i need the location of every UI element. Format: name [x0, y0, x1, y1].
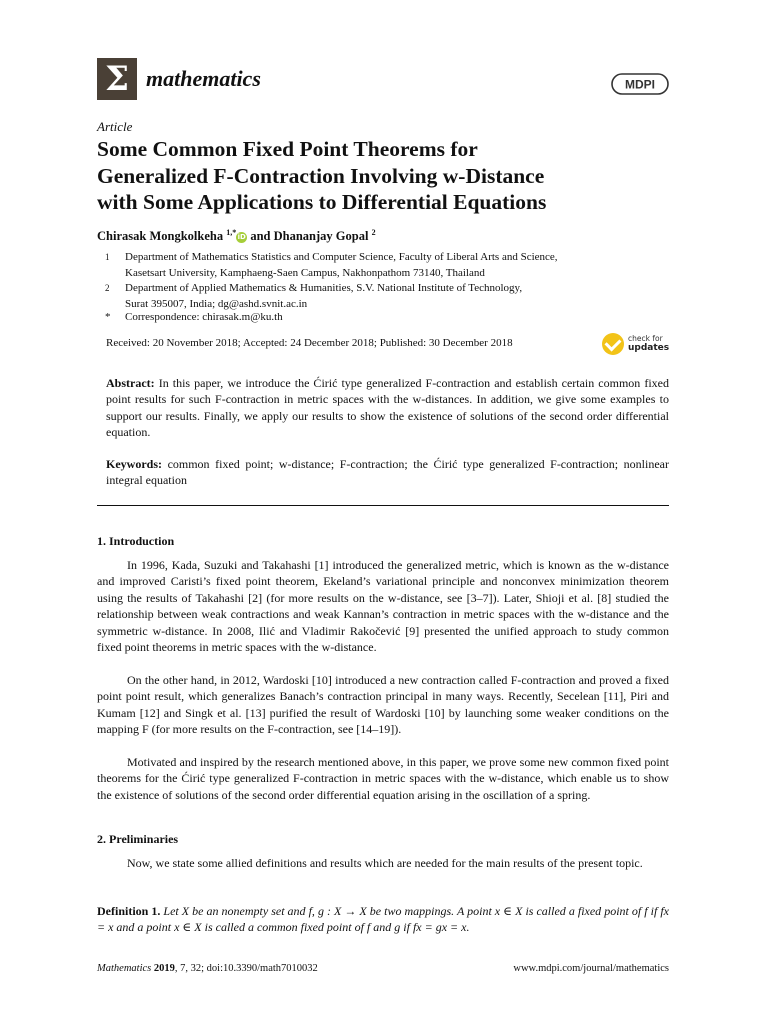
mdpi-logo: [611, 70, 669, 96]
affiliation-1: [97, 250, 677, 281]
author-1: Chirasak Mongkolkeha: [97, 229, 224, 244]
abstract-label: Abstract:: [106, 376, 155, 390]
title-line-2: Generalized F-Contraction Involving w-Distance: [97, 163, 545, 188]
abstract-text: In this paper, we introduce the Ćirić type generalized F-contraction and establish certain common fixed point results for such F-contraction in metric spaces with the w-distances. In addition, we give some examples to support our results. Finally, we apply our results to show the existence of solutions of the second order differential equation.: [106, 376, 669, 440]
affiliation-number: *: [105, 311, 111, 323]
footer-journal: Mathematics: [97, 963, 152, 974]
footer-doi[interactable]: , 7, 32; doi:10.3390/math7010032: [174, 963, 318, 974]
intro-paragraph-2: On the other hand, in 2012, Wardoski [10] introduced a new contraction called F-contraction and proved a fixed point point result, which generalizes Banach’s contraction principal in many ways. Recently, Secelean [11], Piri and Kumam [12] and Singk et al. [13] purified the result of Wardoski [10] by launching some weaker conditions on the mapping F (for more results on the F-contraction, see [14–19]).: [97, 673, 669, 737]
section-heading-introduction: 1. Introduction: [97, 534, 175, 548]
citation-footer: [97, 963, 318, 974]
author-2: and Dhananjay Gopal: [250, 229, 369, 244]
title-line-3: with Some Applications to Differential Equations: [97, 190, 547, 214]
affiliation-line: Department of Mathematics Statistics and Computer Science, Faculty of Liberal Arts and Science,: [125, 251, 558, 263]
definition-label: Definition 1.: [97, 904, 161, 918]
definition-text: Let X be an nonempty set and f, g : X → X be two mappings. A point x ∈ X is called a fixed point of f if fx = x and a point x ∈ X is called a common fixed point of f and g if fx = gx = x.: [97, 904, 669, 935]
correspondence: [97, 310, 677, 326]
author-list: [97, 228, 376, 244]
correspondence-email[interactable]: Correspondence: chirasak.m@ku.th: [125, 311, 283, 323]
journal-name: mathematics: [146, 66, 261, 91]
keywords-label: Keywords:: [106, 457, 162, 471]
check-for-updates-badge[interactable]: [602, 333, 672, 357]
orcid-icon[interactable]: iD: [237, 233, 246, 242]
intro-paragraph-1: In 1996, Kada, Suzuki and Takahashi [1] introduced the generalized metric, which is known as the w-distance and improved Caristi’s fixed point theorem, Ekeland’s variational principle and nonconvex minimization theorem using the results of Takahashi [2] (for more results on the w-distance, see [3–7]). Later, Shioji et al. [8] studied the relationship between weak contractions and weak Kannan’s contraction in metric spaces with the w-distance and the symmetric w-distance. In 2008, Ilić and Vladimir Rakočević [9] presented the unified approach to study common fixed point theorems in metric spaces with the w-distance.: [97, 558, 669, 655]
updates-label: updates: [628, 343, 670, 353]
affiliation-line: Kasetsart University, Kamphaeng-Saen Campus, Nakhonpathom 73140, Thailand: [125, 266, 485, 279]
definition-1: [97, 903, 669, 936]
check-icon: [602, 333, 624, 355]
article-type: Article: [97, 119, 133, 134]
title-line-1: Some Common Fixed Point Theorems for: [97, 137, 478, 161]
affiliation-number: 1: [105, 252, 110, 262]
affiliation-line: Department of Applied Mathematics & Humanities, S.V. National Institute of Technology,: [125, 282, 523, 294]
journal-logo: Σ: [97, 58, 137, 100]
keywords-text: common fixed point; w-distance; F-contraction; the Ćirić type generalized F-contraction; nonlinear integral equation: [106, 457, 669, 488]
paper-title: [97, 136, 677, 216]
journal-url[interactable]: www.mdpi.com/journal/mathematics: [513, 963, 669, 974]
intro-paragraph-3: Motivated and inspired by the research mentioned above, in this paper, we prove some new common fixed point theorems for the Ćirić type generalized F-contraction in metric spaces with the w-distance, which enable us to show the existence of solutions of the second order differential equation arising in the oscillation of a spring.: [97, 755, 669, 802]
publication-dates: Received: 20 November 2018; Accepted: 24 December 2018; Published: 30 December 2018: [106, 337, 513, 349]
affiliation-2: [97, 281, 677, 312]
keywords: [106, 456, 669, 489]
footer-year: 2019: [153, 963, 175, 974]
abstract: [106, 375, 669, 441]
author-2-sup: 2: [371, 228, 376, 237]
author-1-sup: 1,*: [226, 228, 237, 237]
check-for-label: check for: [628, 334, 663, 343]
affiliation-line: Surat 395007, India; dg@ashd.svnit.ac.in: [125, 297, 308, 310]
section-divider: [97, 505, 669, 506]
mdpi-text: MDPI: [625, 77, 655, 92]
section-heading-preliminaries: 2. Preliminaries: [97, 832, 179, 846]
prelim-paragraph-1: Now, we state some allied definitions and results which are needed for the main results of the present topic.: [127, 856, 643, 870]
affiliation-number: 2: [105, 283, 110, 293]
